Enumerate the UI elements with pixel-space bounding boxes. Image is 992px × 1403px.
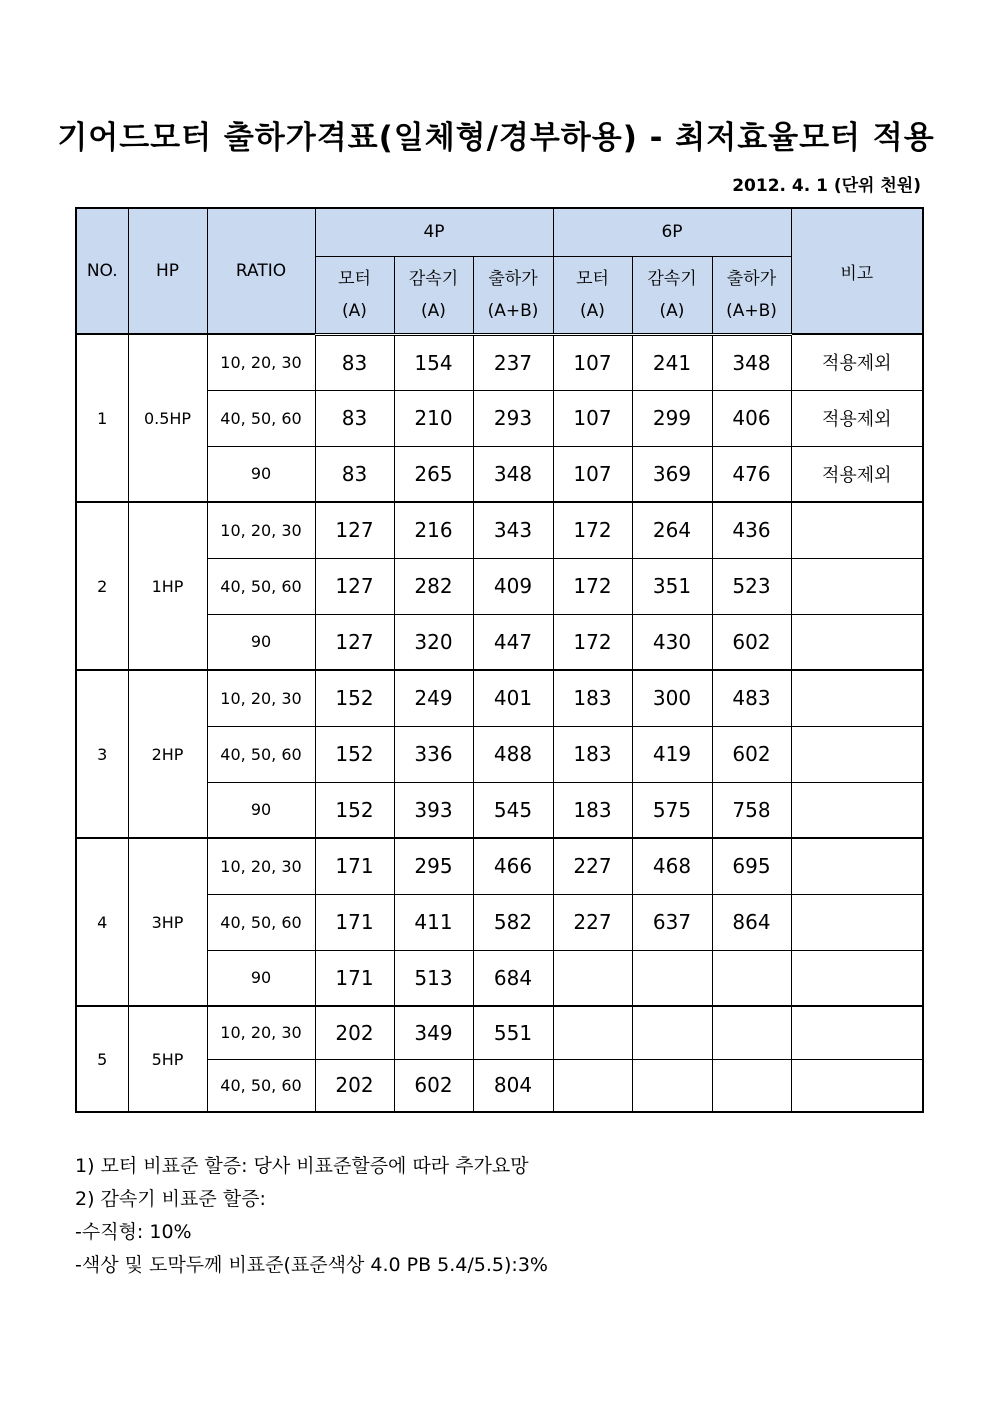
header-4p-motor (315, 256, 394, 334)
header-motor-sub: (A) (342, 300, 367, 321)
cell-ratio: 40, 50, 60 (207, 894, 315, 950)
footnotes (75, 1150, 548, 1282)
cell-ratio: 90 (207, 950, 315, 1006)
cell-6p-motor: 183 (553, 782, 632, 838)
footnote-item: -수직형: 10% (75, 1221, 192, 1243)
header-6p-price (712, 256, 791, 334)
header-price-label: 출하가 (726, 268, 777, 289)
cell-6p-price: 348 (712, 334, 791, 390)
cell-4p-price: 237 (473, 334, 553, 390)
cell-4p-motor: 152 (315, 726, 394, 782)
cell-6p-reducer: 264 (632, 502, 712, 558)
cell-4p-price: 488 (473, 726, 553, 782)
cell-6p-motor: 172 (553, 614, 632, 670)
table-row (76, 502, 923, 558)
cell-6p-motor: 107 (553, 334, 632, 390)
cell-6p-price: 483 (712, 670, 791, 726)
cell-remark: 적용제외 (791, 446, 923, 502)
header-reducer-sub: (A) (659, 300, 685, 321)
cell-6p-price: 406 (712, 390, 791, 446)
cell-6p-reducer: 351 (632, 558, 712, 614)
cell-6p-reducer: 575 (632, 782, 712, 838)
cell-ratio: 10, 20, 30 (207, 670, 315, 726)
cell-4p-price: 545 (473, 782, 553, 838)
cell-ratio: 40, 50, 60 (207, 726, 315, 782)
cell-4p-price: 447 (473, 614, 553, 670)
cell-4p-reducer: 210 (394, 390, 473, 446)
cell-hp: 2HP (128, 670, 207, 838)
cell-4p-motor: 171 (315, 894, 394, 950)
price-table-body (76, 334, 923, 1112)
cell-ratio: 90 (207, 614, 315, 670)
cell-6p-price: 436 (712, 502, 791, 558)
cell-6p-price: 758 (712, 782, 791, 838)
cell-remark (791, 558, 923, 614)
footnote-item: 2) 감속기 비표준 할증: (75, 1188, 266, 1210)
cell-4p-motor: 171 (315, 838, 394, 894)
header-remark: 비고 (791, 208, 923, 334)
cell-4p-motor: 83 (315, 446, 394, 502)
cell-4p-reducer: 282 (394, 558, 473, 614)
cell-ratio: 40, 50, 60 (207, 558, 315, 614)
cell-remark: 적용제외 (791, 390, 923, 446)
cell-6p-motor: 183 (553, 670, 632, 726)
cell-6p-reducer: 419 (632, 726, 712, 782)
header-motor-label: 모터 (576, 268, 609, 289)
cell-4p-motor: 127 (315, 558, 394, 614)
header-6p: 6P (553, 208, 791, 256)
cell-no: 5 (76, 1006, 128, 1112)
header-price-label: 출하가 (488, 268, 538, 289)
cell-6p-reducer (632, 950, 712, 1006)
cell-no: 1 (76, 334, 128, 502)
footnote-item: -색상 및 도막두께 비표준(표준색상 4.0 PB 5.4/5.5):3% (75, 1254, 548, 1276)
cell-6p-motor: 107 (553, 390, 632, 446)
cell-6p-price (712, 950, 791, 1006)
table-row (76, 670, 923, 726)
cell-6p-price (712, 1006, 791, 1059)
cell-4p-motor: 202 (315, 1059, 394, 1112)
cell-6p-price: 523 (712, 558, 791, 614)
header-motor-label: 모터 (338, 268, 371, 289)
table-row (76, 334, 923, 390)
cell-4p-price: 582 (473, 894, 553, 950)
cell-no: 3 (76, 670, 128, 838)
header-no: NO. (76, 208, 128, 334)
cell-6p-motor: 183 (553, 726, 632, 782)
cell-6p-reducer: 468 (632, 838, 712, 894)
cell-6p-price: 476 (712, 446, 791, 502)
cell-6p-reducer: 430 (632, 614, 712, 670)
cell-6p-price: 695 (712, 838, 791, 894)
cell-4p-price: 401 (473, 670, 553, 726)
cell-4p-motor: 171 (315, 950, 394, 1006)
cell-4p-motor: 152 (315, 670, 394, 726)
cell-6p-motor: 172 (553, 558, 632, 614)
cell-ratio: 10, 20, 30 (207, 838, 315, 894)
cell-remark (791, 726, 923, 782)
cell-hp: 5HP (128, 1006, 207, 1112)
header-hp: HP (128, 208, 207, 334)
cell-remark (791, 950, 923, 1006)
cell-6p-reducer: 369 (632, 446, 712, 502)
header-reducer-label: 감속기 (408, 268, 459, 289)
cell-remark (791, 894, 923, 950)
header-4p-reducer (394, 256, 473, 334)
cell-4p-motor: 127 (315, 502, 394, 558)
cell-4p-reducer: 295 (394, 838, 473, 894)
cell-6p-motor (553, 1006, 632, 1059)
cell-6p-motor: 227 (553, 838, 632, 894)
cell-6p-reducer: 300 (632, 670, 712, 726)
cell-4p-motor: 83 (315, 334, 394, 390)
cell-4p-reducer: 265 (394, 446, 473, 502)
cell-no: 2 (76, 502, 128, 670)
cell-ratio: 10, 20, 30 (207, 502, 315, 558)
date-unit-label: 2012. 4. 1 (단위 천원) (732, 176, 921, 196)
cell-6p-reducer: 299 (632, 390, 712, 446)
cell-6p-price: 602 (712, 726, 791, 782)
cell-4p-motor: 83 (315, 390, 394, 446)
cell-4p-reducer: 513 (394, 950, 473, 1006)
header-6p-motor (553, 256, 632, 334)
cell-4p-price: 409 (473, 558, 553, 614)
header-price-sub: (A+B) (487, 300, 539, 321)
cell-ratio: 10, 20, 30 (207, 1006, 315, 1059)
cell-hp: 1HP (128, 502, 207, 670)
cell-6p-motor: 227 (553, 894, 632, 950)
cell-4p-reducer: 320 (394, 614, 473, 670)
cell-ratio: 40, 50, 60 (207, 1059, 315, 1112)
cell-4p-price: 804 (473, 1059, 553, 1112)
cell-4p-reducer: 336 (394, 726, 473, 782)
header-reducer-sub: (A) (421, 300, 446, 321)
cell-4p-reducer: 602 (394, 1059, 473, 1112)
cell-ratio: 90 (207, 446, 315, 502)
cell-4p-reducer: 249 (394, 670, 473, 726)
cell-remark: 적용제외 (791, 334, 923, 390)
cell-remark (791, 1059, 923, 1112)
cell-hp: 0.5HP (128, 334, 207, 502)
cell-4p-motor: 127 (315, 614, 394, 670)
cell-6p-motor: 107 (553, 446, 632, 502)
cell-6p-motor (553, 950, 632, 1006)
header-price-sub: (A+B) (726, 300, 777, 321)
cell-6p-reducer: 637 (632, 894, 712, 950)
cell-remark (791, 614, 923, 670)
page-title: 기어드모터 출하가격표(일체형/경부하용) - 최저효율모터 적용 (57, 120, 935, 156)
cell-4p-price: 551 (473, 1006, 553, 1059)
cell-remark (791, 1006, 923, 1059)
cell-6p-motor (553, 1059, 632, 1112)
cell-6p-reducer: 241 (632, 334, 712, 390)
cell-4p-motor: 152 (315, 782, 394, 838)
cell-6p-motor: 172 (553, 502, 632, 558)
footnote-item: 1) 모터 비표준 할증: 당사 비표준할증에 따라 추가요망 (75, 1155, 529, 1177)
header-4p: 4P (315, 208, 553, 256)
cell-remark (791, 502, 923, 558)
cell-4p-reducer: 411 (394, 894, 473, 950)
cell-ratio: 10, 20, 30 (207, 334, 315, 390)
cell-hp: 3HP (128, 838, 207, 1006)
cell-remark (791, 670, 923, 726)
table-row (76, 1006, 923, 1059)
header-ratio: RATIO (207, 208, 315, 334)
cell-6p-reducer (632, 1006, 712, 1059)
cell-6p-price: 602 (712, 614, 791, 670)
header-motor-sub: (A) (580, 300, 605, 321)
cell-4p-price: 466 (473, 838, 553, 894)
price-table (75, 207, 924, 1113)
cell-4p-motor: 202 (315, 1006, 394, 1059)
table-row (76, 838, 923, 894)
cell-4p-reducer: 393 (394, 782, 473, 838)
cell-4p-reducer: 349 (394, 1006, 473, 1059)
cell-remark (791, 782, 923, 838)
header-6p-reducer (632, 256, 712, 334)
cell-4p-price: 684 (473, 950, 553, 1006)
cell-no: 4 (76, 838, 128, 1006)
cell-ratio: 40, 50, 60 (207, 390, 315, 446)
cell-6p-price (712, 1059, 791, 1112)
cell-4p-price: 348 (473, 446, 553, 502)
cell-4p-price: 343 (473, 502, 553, 558)
cell-6p-price: 864 (712, 894, 791, 950)
cell-ratio: 90 (207, 782, 315, 838)
cell-6p-reducer (632, 1059, 712, 1112)
header-reducer-label: 감속기 (647, 268, 697, 289)
cell-4p-reducer: 154 (394, 334, 473, 390)
header-4p-price (473, 256, 553, 334)
cell-remark (791, 838, 923, 894)
cell-4p-reducer: 216 (394, 502, 473, 558)
cell-4p-price: 293 (473, 390, 553, 446)
